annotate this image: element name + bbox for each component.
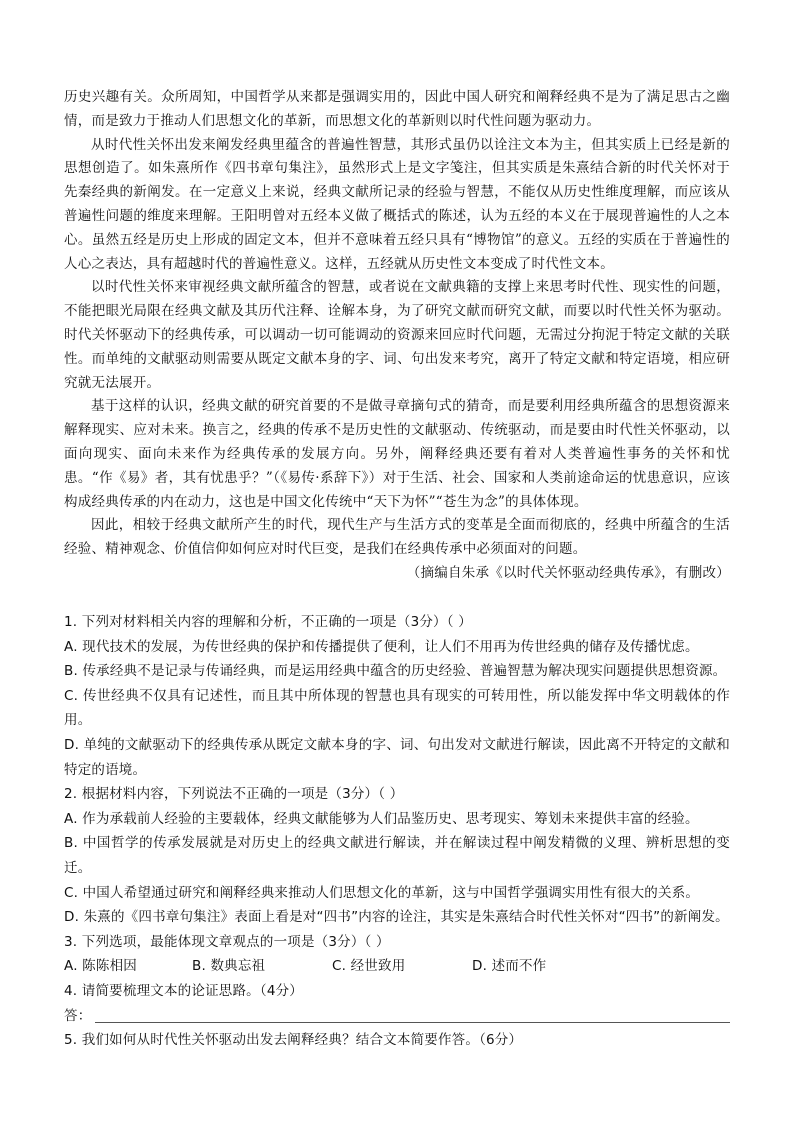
question-3-option-c: C. 经世致用 [332, 958, 406, 975]
question-4-answer-area[interactable] [64, 1004, 730, 1029]
question-2-stem: 2. 根据材料内容，下列说法不正确的一项是（3分）（ ） [64, 786, 404, 803]
question-4-stem: 4. 请简要梳理文本的论证思路。（4分） [64, 982, 304, 999]
question-3-options [64, 954, 730, 979]
passage-paragraph-4: 基于这样的认识，经典文献的研究首要的不是做寻章摘句式的猜奇，而是要利用经典所蕴含的思想资源来解释现实、应对未来。换言之，经典的传承不是历史性的文献驱动、传统驱动，而是要由时代性关怀驱动，以面向现实、面向未来作为经典传承的发展方向。另外，阐释经典还要有着对人类普遍性事务的关怀和忧患。“作《易》者，其有忧患乎？”（《易传·系辞下》）对于生活、社会、国家和人类前途命运的忧患意识，应该构成经典传承的内在动力，这也是中国文化传统中“天下为怀”“苍生为念”的具体体现。 [64, 398, 730, 510]
answer-label: 答： [64, 1007, 92, 1024]
passage-paragraph-5: 因此，相较于经典文献所产生的时代，现代生产与生活方式的变革是全面而彻底的，经典中所蕴含的生活经验、精神观念、价值信仰如何应对时代巨变，是我们在经典传承中必须面对的问题。 [64, 517, 730, 558]
question-1-option-a: A. 现代技术的发展，为传世经典的保护和传播提供了便利，让人们不用再为传世经典的储存及传播忧虑。 [64, 638, 699, 655]
question-1-option-d: D. 单纯的文献驱动下的经典传承从既定文献本身的字、词、句出发对文献进行解读，因此离不开特定的文献和特定的语境。 [64, 736, 730, 778]
question-3-stem: 3. 下列选项，最能体现文章观点的一项是（3分）（ ） [64, 933, 390, 950]
passage-attribution: （摘编自朱承《以时代关怀驱动经典传承》，有删改） [406, 564, 730, 581]
question-2-option-c: C. 中国人希望通过研究和阐释经典来推动人们思想文化的革新，这与中国哲学强调实用性有很大的关系。 [64, 884, 700, 901]
question-3-option-b: B. 数典忘祖 [192, 958, 266, 975]
question-section [64, 610, 730, 1053]
question-3-option-d: D. 述而不作 [472, 958, 547, 975]
question-1-stem: 1. 下列对材料相关内容的理解和分析，不正确的一项是（3分）（ ） [64, 614, 472, 630]
question-2-option-b: B. 中国哲学的传承发展就是对历史上的经典文献进行解读，并在解读过程中阐发精微的义理、辨析思想的变迁。 [64, 835, 730, 876]
question-5-stem: 5. 我们如何从时代性关怀驱动出发去阐释经典？结合文本简要作答。（6分） [64, 1032, 523, 1049]
answer-underline [95, 1006, 730, 1023]
question-2-option-a: A. 作为承载前人经验的主要载体，经典文献能够为人们品鉴历史、思考现实、筹划未来提供丰富的经验。 [64, 810, 699, 827]
question-1-option-b: B. 传承经典不是记录与传诵经典，而是运用经典中蕴含的历史经验、普遍智慧为解决现实问题提供思想资源。 [64, 663, 727, 680]
reading-passage [64, 86, 730, 586]
question-1-option-c: C. 传世经典不仅具有记述性，而且其中所体现的智慧也具有现实的可转用性，所以能发挥中华文明载体的作用。 [64, 687, 730, 729]
question-3-option-a: A. 陈陈相因 [64, 958, 137, 975]
passage-paragraph-3: 以时代性关怀来审视经典文献所蕴含的智慧，或者说在文献典籍的支撑上来思考时代性、现实性的问题，不能把眼光局限在经典文献及其历代注释、诠解本身，为了研究文献而研究文献，而要以时代性关怀为驱动。时代关怀驱动下的经典传承，可以调动一切可能调动的资源来回应时代问题，无需过分拘泥于特定文献的关联性。而单纯的文献驱动则需要从既定文献本身的字、词、句出发来考究，离开了特定文献和特定语境，相应研究就无法展开。 [64, 279, 730, 391]
question-2-option-d: D. 朱熹的《四书章句集注》表面上看是对“四书”内容的诠注，其实是朱熹结合时代性关怀对“四书”的新阐发。 [64, 909, 729, 926]
passage-paragraph-2: 从时代性关怀出发来阐发经典里蕴含的普遍性智慧，其形式虽仍以诠注文本为主，但其实质上已经是新的思想创造了。如朱熹所作《四书章句集注》，虽然形式上是文字笺注，但其实质是朱熹结合新的时代关怀对于先秦经典的新阐发。在一定意义上来说，经典文献所记录的经验与智慧，不能仅从历史性维度理解，而应该从普遍性问题的维度来理解。王阳明曾对五经本义做了概括式的陈述，认为五经的本义在于展现普遍性的人之本心。虽然五经是历史上形成的固定文本，但并不意味着五经只具有“博物馆”的意义。五经的实质在于普遍性的人心之表达，具有超越时代的普遍性意义。这样，五经就从历史性文本变成了时代性文本。 [64, 136, 730, 272]
passage-paragraph-1: 历史兴趣有关。众所周知，中国哲学从来都是强调实用的，因此中国人研究和阐释经典不是为了满足思古之幽情，而是致力于推动人们思想文化的革新，而思想文化的革新则以时代性问题为驱动力。 [64, 89, 730, 129]
